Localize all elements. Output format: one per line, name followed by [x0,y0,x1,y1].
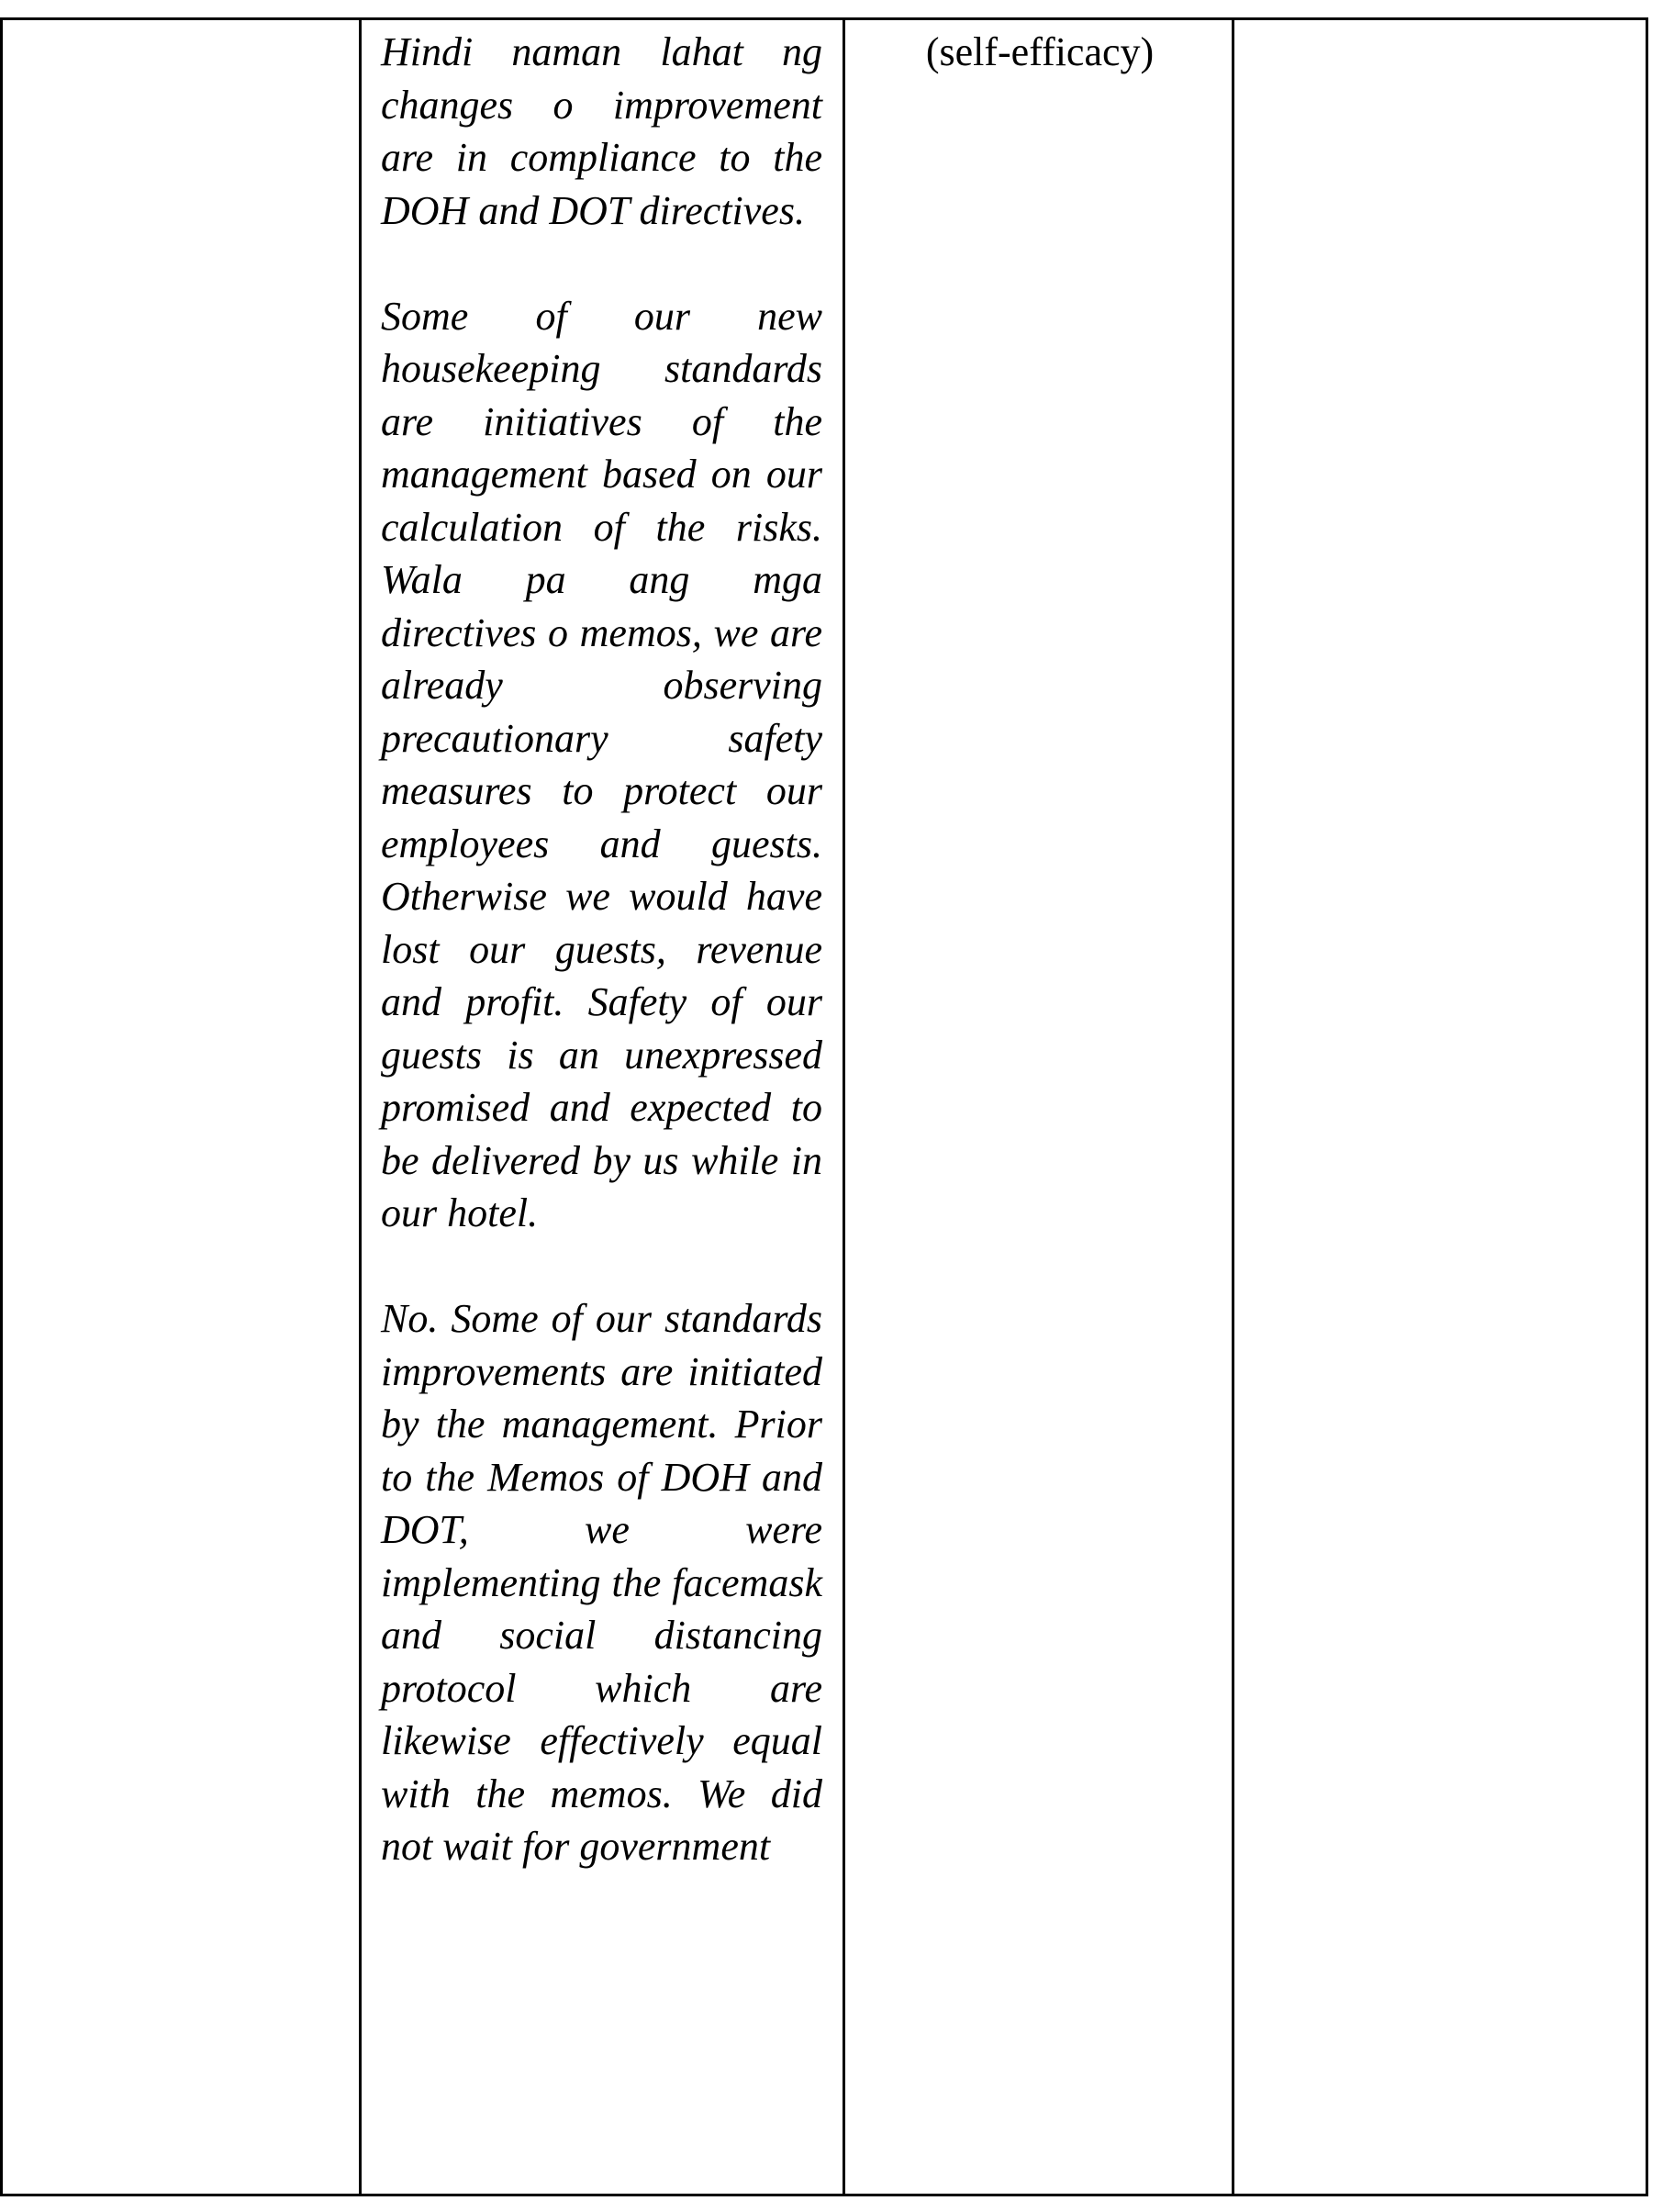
table-cell-code [845,20,1234,2194]
table-cell-empty-last [1234,20,1646,2194]
response-paragraph-1: Hindi naman lahat ng changes o improvement are in compliance to the DOH and DOT directives. [381,29,822,233]
response-paragraph-2: Some of our new housekeeping standards are initiatives of the management based on our calculation of the risks. Wala pa ang mga directives o memos, we are already observing precautionary safety measures to protect our employees and guests. Otherwise we would have lost our guests, revenue and profit. Safety of our guests is an unexpressed promised and expected to be delivered by us while in our hotel. [381,293,822,1235]
table-cell-responses [362,20,843,2194]
response-paragraph-3: No. Some of our standards improvements are initiated by the management. Prior to the Memos of DOH and DOT, we were implementing the facemask and social distancing protocol which are likewise effectively equal with the memos. We did not wait for government [381,1296,822,1869]
document-table [0,17,1648,2196]
table-cell-empty-first [3,20,359,2194]
code-label: (self-efficacy) [925,29,1155,74]
